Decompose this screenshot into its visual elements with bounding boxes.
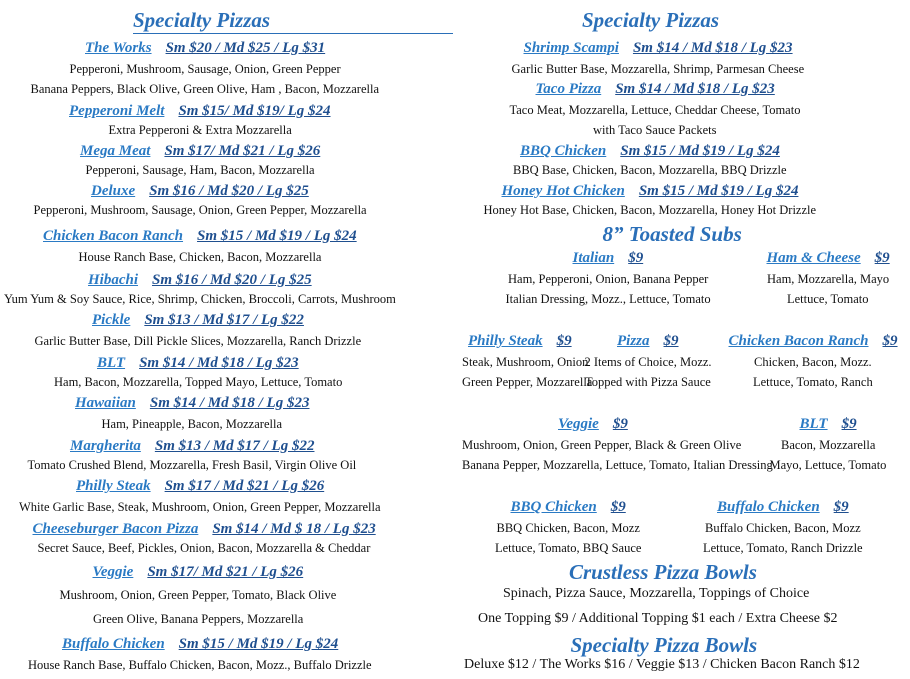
item-description: 2 Items of Choice, Mozz. [584, 355, 712, 369]
item-price: $9 [874, 250, 890, 266]
item-name: Honey Hot Chicken [501, 183, 625, 199]
item-name: Margherita [70, 438, 141, 454]
item-price: $9 [556, 333, 572, 349]
item-name: Hibachi [88, 272, 139, 288]
item-description: Lettuce, Tomato, BBQ Sauce [495, 541, 642, 555]
item-name: The Works [85, 40, 152, 56]
menu-item-title [85, 40, 325, 57]
menu-item-title [524, 40, 793, 57]
item-description: House Ranch Base, Buffalo Chicken, Bacon, Mozz., Buffalo Drizzle [28, 658, 372, 672]
item-name: Chicken Bacon Ranch [728, 333, 869, 349]
bowls-heading: Crustless Pizza Bowls [569, 560, 757, 584]
item-price: $9 [663, 333, 679, 349]
item-name: Buffalo Chicken [717, 499, 820, 515]
menu-item-title [97, 355, 299, 372]
right-heading: Specialty Pizzas [582, 8, 720, 32]
menu-item-title [93, 564, 304, 581]
item-description: Ham, Pineapple, Bacon, Mozzarella [101, 417, 282, 431]
item-name: Italian [572, 250, 615, 266]
menu-item-title [80, 143, 320, 160]
item-price: Sm $20 / Md $25 / Lg $31 [165, 40, 326, 56]
item-price: Sm $17 / Md $21 / Lg $26 [164, 478, 325, 494]
item-name: Veggie [92, 564, 134, 580]
menu-item-title [717, 499, 849, 516]
item-name: Shrimp Scampi [523, 40, 619, 56]
item-description: Tomato Crushed Blend, Mozzarella, Fresh Basil, Virgin Olive Oil [27, 458, 357, 472]
item-description: Lettuce, Tomato, Ranch [753, 375, 873, 389]
item-name: BBQ Chicken [520, 143, 607, 159]
menu-item-title [502, 183, 799, 200]
item-price: $9 [833, 499, 849, 515]
menu-item-title [88, 272, 312, 289]
item-name: Pepperoni Melt [69, 103, 165, 119]
item-name: Taco Pizza [535, 81, 602, 97]
item-name: Buffalo Chicken [62, 636, 165, 652]
item-name: Cheeseburger Bacon Pizza [32, 521, 199, 537]
menu-item-title [520, 143, 780, 160]
menu-item-title [76, 478, 324, 495]
left-heading: Specialty Pizzas [133, 8, 453, 34]
item-description: Green Pepper, Mozzarella [462, 375, 593, 389]
item-price: Sm $15/ Md $19/ Lg $24 [178, 103, 331, 119]
specialty-bowls-pricing: Deluxe $12 / The Works $16 / Veggie $13 / Chicken Bacon Ranch $12 [464, 657, 860, 672]
menu-item-title [536, 81, 775, 98]
item-description: Banana Pepper, Mozzarella, Lettuce, Tomato, Italian Dressing [462, 458, 773, 472]
item-name: BBQ Chicken [510, 499, 597, 515]
item-name: BLT [97, 355, 126, 371]
item-price: Sm $15 / Md $19 / Lg $24 [620, 143, 780, 159]
item-description: Lettuce, Tomato, Ranch Drizzle [703, 541, 863, 555]
item-price: Sm $14 / Md $18 / Lg $23 [149, 395, 310, 411]
menu-item-title [511, 499, 626, 516]
specialty-bowls-heading: Specialty Pizza Bowls [570, 633, 758, 657]
item-price: $9 [610, 499, 626, 515]
item-description: Ham, Bacon, Mozzarella, Topped Mayo, Lettuce, Tomato [54, 375, 343, 389]
menu-item-title [729, 333, 898, 350]
item-description: Pepperoni, Mushroom, Sausage, Onion, Green Pepper, Mozzarella [33, 203, 367, 217]
item-description: BBQ Chicken, Bacon, Mozz [496, 521, 640, 535]
item-description: Italian Dressing, Mozz., Lettuce, Tomato [505, 292, 711, 306]
item-description: Yum Yum & Soy Sauce, Rice, Shrimp, Chicken, Broccoli, Carrots, Mushroom [4, 292, 396, 306]
item-description: Bacon, Mozzarella [781, 438, 876, 452]
item-name: Mega Meat [80, 143, 151, 159]
item-price: Sm $15 / Md $19 / Lg $24 [197, 228, 357, 244]
item-description: Mushroom, Onion, Green Pepper, Black & Green Olive [462, 438, 742, 452]
item-description: Garlic Butter Base, Mozzarella, Shrimp, Parmesan Cheese [511, 62, 805, 76]
menu-item-title [468, 333, 572, 350]
item-name: BLT [799, 416, 828, 432]
item-description: Garlic Butter Base, Dill Pickle Slices, Mozzarella, Ranch Drizzle [34, 334, 362, 348]
item-price: $9 [841, 416, 857, 432]
menu-item-title [69, 103, 331, 120]
bowls-description: Spinach, Pizza Sauce, Mozzarella, Toppings of Choice [503, 586, 810, 601]
item-description: Ham, Pepperoni, Onion, Banana Pepper [508, 272, 709, 286]
item-name: Philly Steak [468, 333, 543, 349]
item-price: $9 [628, 250, 644, 266]
item-name: Pickle [92, 312, 131, 328]
item-description: Mayo, Lettuce, Tomato [769, 458, 887, 472]
item-description: Ham, Mozzarella, Mayo [767, 272, 890, 286]
item-name: Deluxe [91, 183, 136, 199]
item-description: Green Olive, Banana Peppers, Mozzarella [93, 612, 304, 626]
item-description: BBQ Base, Chicken, Bacon, Mozzarella, BBQ Drizzle [513, 163, 787, 177]
item-description: Lettuce, Tomato [787, 292, 869, 306]
item-name: Pizza [617, 333, 650, 349]
item-price: Sm $15 / Md $19 / Lg $24 [638, 183, 799, 199]
menu-item-title [558, 416, 628, 433]
item-description: Topped with Pizza Sauce [585, 375, 711, 389]
item-name: Ham & Cheese [766, 250, 861, 266]
item-price: Sm $13 / Md $17 / Lg $22 [144, 312, 304, 328]
item-price: $9 [612, 416, 628, 432]
bowls-pricing: One Topping $9 / Additional Topping $1 each / Extra Cheese $2 [478, 611, 838, 626]
item-description: House Ranch Base, Chicken, Bacon, Mozzarella [78, 250, 322, 264]
item-description: Extra Pepperoni & Extra Mozzarella [108, 123, 292, 137]
item-price: Sm $13 / Md $17 / Lg $22 [154, 438, 315, 454]
item-name: Philly Steak [76, 478, 151, 494]
item-price: Sm $15 / Md $19 / Lg $24 [178, 636, 339, 652]
item-price: Sm $17/ Md $21 / Lg $26 [147, 564, 304, 580]
menu-item-title [617, 333, 679, 350]
menu-item-title [43, 228, 357, 245]
item-description: White Garlic Base, Steak, Mushroom, Onion, Green Pepper, Mozzarella [19, 500, 381, 514]
menu-item-title [92, 312, 304, 329]
menu-item-title [70, 438, 314, 455]
item-name: Chicken Bacon Ranch [43, 228, 184, 244]
item-description: Steak, Mushroom, Onion [462, 355, 589, 369]
item-description: Buffalo Chicken, Bacon, Mozz [705, 521, 861, 535]
item-description: Pepperoni, Mushroom, Sausage, Onion, Green Pepper [69, 62, 341, 76]
menu-item-title [573, 250, 644, 267]
item-description: with Taco Sauce Packets [593, 123, 717, 137]
menu-item-title [800, 416, 857, 433]
item-price: Sm $14 / Md $18 / Lg $23 [632, 40, 793, 56]
item-price: Sm $14 / Md $18 / Lg $23 [615, 81, 775, 97]
item-name: Hawaiian [75, 395, 136, 411]
item-description: Banana Peppers, Black Olive, Green Olive, Ham , Bacon, Mozzarella [30, 82, 379, 96]
menu-item-title [33, 521, 376, 538]
item-description: Honey Hot Base, Chicken, Bacon, Mozzarella, Honey Hot Drizzle [483, 203, 817, 217]
item-description: Taco Meat, Mozzarella, Lettuce, Cheddar Cheese, Tomato [509, 103, 801, 117]
item-description: Secret Sauce, Beef, Pickles, Onion, Bacon, Mozzarella & Cheddar [37, 541, 371, 555]
subs-heading: 8” Toasted Subs [602, 222, 742, 246]
item-price: $9 [882, 333, 898, 349]
item-price: Sm $16 / Md $20 / Lg $25 [152, 272, 312, 288]
item-price: Sm $16 / Md $20 / Lg $25 [149, 183, 309, 199]
item-name: Veggie [558, 416, 599, 432]
menu-item-title [75, 395, 309, 412]
menu-item-title [62, 636, 338, 653]
item-description: Mushroom, Onion, Green Pepper, Tomato, Black Olive [59, 588, 337, 602]
menu-item-title [91, 183, 309, 200]
item-price: Sm $14 / Md $18 / Lg $23 [139, 355, 299, 371]
item-description: Pepperoni, Sausage, Ham, Bacon, Mozzarella [85, 163, 315, 177]
item-price: Sm $17/ Md $21 / Lg $26 [164, 143, 321, 159]
menu-item-title [767, 250, 890, 267]
item-description: Chicken, Bacon, Mozz. [754, 355, 872, 369]
item-price: Sm $14 / Md $ 18 / Lg $23 [212, 521, 376, 537]
